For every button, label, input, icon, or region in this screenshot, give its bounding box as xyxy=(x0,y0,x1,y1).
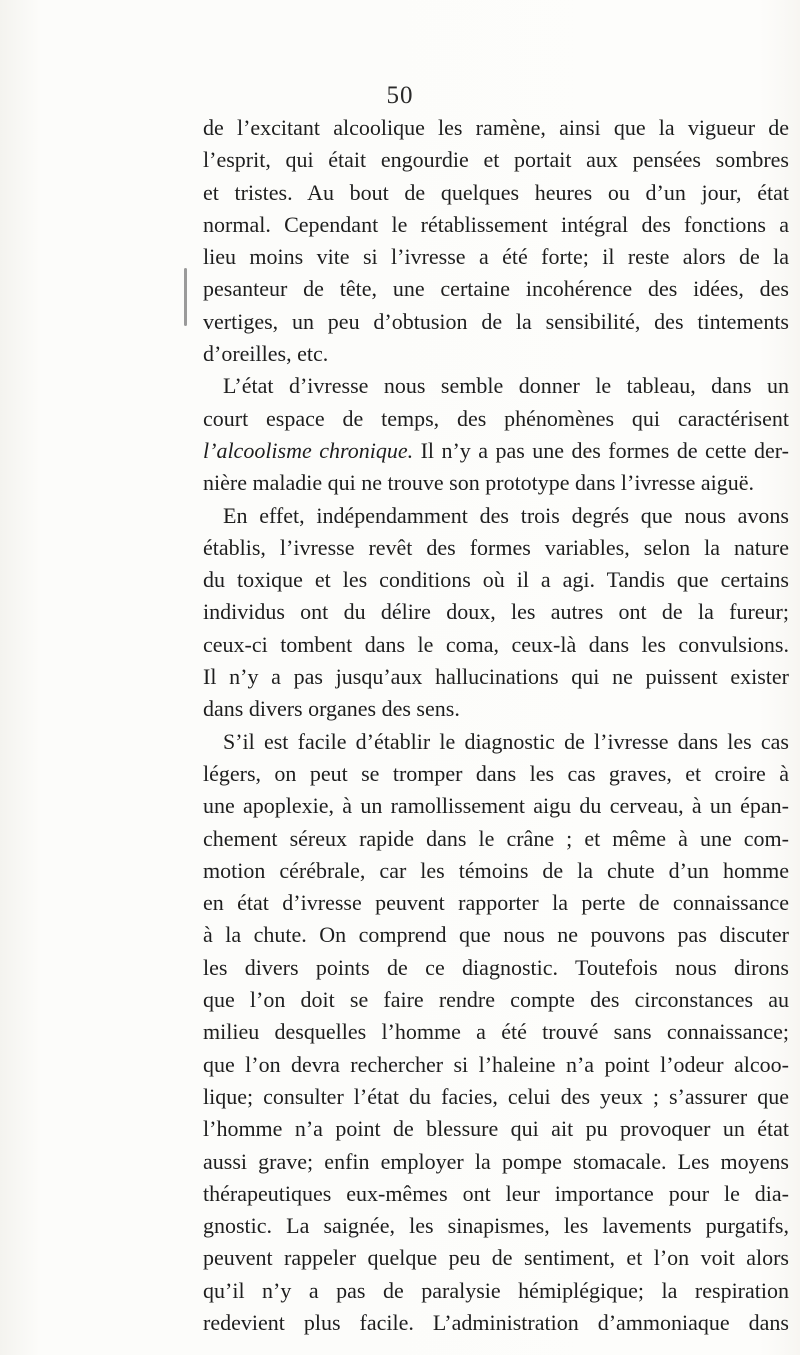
text-line: du toxique et les conditions où il a agi. Tandis que certains xyxy=(203,567,789,593)
text-line: que l’on devra rechercher si l’haleine n’a point l’odeur alcoo- xyxy=(203,1051,789,1077)
text-line: gnostic. La saignée, les sinapismes, les lavements purgatifs, xyxy=(203,1213,789,1239)
text-line: thérapeutiques eux-mêmes ont leur importance pour le dia- xyxy=(203,1180,789,1206)
text-line: ceux-ci tombent dans le coma, ceux-là dans les convulsions. xyxy=(203,631,789,657)
text-line: que l’on doit se faire rendre compte des circonstances au xyxy=(203,987,789,1013)
text-line: légers, on peut se tromper dans les cas graves, et croire à xyxy=(203,760,789,786)
text-line: S’il est facile d’établir le diagnostic de l’ivresse dans les cas xyxy=(223,728,789,754)
text-line: lique; consulter l’état du facies, celui des yeux ; s’assurer que xyxy=(203,1083,789,1109)
text-line: aussi grave; enfin employer la pompe stomacale. Les moyens xyxy=(203,1148,789,1174)
text-line: qu’il n’y a pas de paralysie hémiplégique; la respiration xyxy=(203,1277,789,1303)
text-line: une apoplexie, à un ramollissement aigu du cerveau, à un épan- xyxy=(203,793,789,819)
text-line: et tristes. Au bout de quelques heures ou d’un jour, état xyxy=(203,179,789,205)
text-segment: Il n’y a pas une des formes de cette der- xyxy=(413,437,789,463)
italic-term: l’alcoolisme chronique. xyxy=(203,437,414,463)
text-line: de l’excitant alcoolique les ramène, ainsi que la vigueur de xyxy=(203,115,789,140)
text-line: milieu desquelles l’homme a été trouvé sans connaissance; xyxy=(203,1019,789,1045)
body-text xyxy=(203,112,789,1339)
text-line: L’état d’ivresse nous semble donner le tableau, dans un xyxy=(223,373,789,399)
text-line: à la chute. On comprend que nous ne pouvons pas discuter xyxy=(203,922,789,948)
text-line: en état d’ivresse peuvent rapporter la perte de connaissance xyxy=(203,890,789,916)
text-line: individus ont du délire doux, les autres ont de la fureur; xyxy=(203,599,789,625)
text-line: pesanteur de tête, une certaine incohérence des idées, des xyxy=(203,276,789,302)
text-line: l’homme n’a point de blessure qui ait pu provoquer un état xyxy=(203,1116,789,1142)
text-line: l’esprit, qui était engourdie et portait aux pensées sombres xyxy=(203,147,789,173)
text-line: peuvent rappeler quelque peu de sentiment, et l’on voit alors xyxy=(203,1245,789,1271)
text-line: les divers points de ce diagnostic. Toutefois nous dirons xyxy=(203,954,789,980)
text-line: nière maladie qui ne trouve son prototype dans l’ivresse aiguë. xyxy=(203,470,755,496)
text-line: vertiges, un peu d’obtusion de la sensibilité, des tintements xyxy=(203,308,789,334)
text-line: motion cérébrale, car les témoins de la chute d’un homme xyxy=(203,857,789,883)
text-line: redevient plus facile. L’administration d’ammoniaque dans xyxy=(203,1309,789,1335)
text-line: lieu moins vite si l’ivresse a été forte; il reste alors de la xyxy=(203,244,789,270)
text-line xyxy=(203,435,789,467)
text-line: En effet, indépendamment des trois degrés que nous avons xyxy=(223,502,789,528)
text-line: normal. Cependant le rétablissement intégral des fonctions a xyxy=(203,211,789,237)
text-line: Il n’y a pas jusqu’aux hallucinations qui ne puissent exister xyxy=(203,664,789,690)
text-line: chement séreux rapide dans le crâne ; et même à une com- xyxy=(203,825,789,851)
page-number: 50 xyxy=(386,82,414,109)
text-line: établis, l’ivresse revêt des formes variables, selon la nature xyxy=(203,534,789,560)
text-line: d’oreilles, etc. xyxy=(203,341,329,367)
text-line: court espace de temps, des phénomènes qui caractérisent xyxy=(203,405,789,431)
text-line: dans divers organes des sens. xyxy=(203,696,460,722)
margin-stain xyxy=(184,268,187,326)
